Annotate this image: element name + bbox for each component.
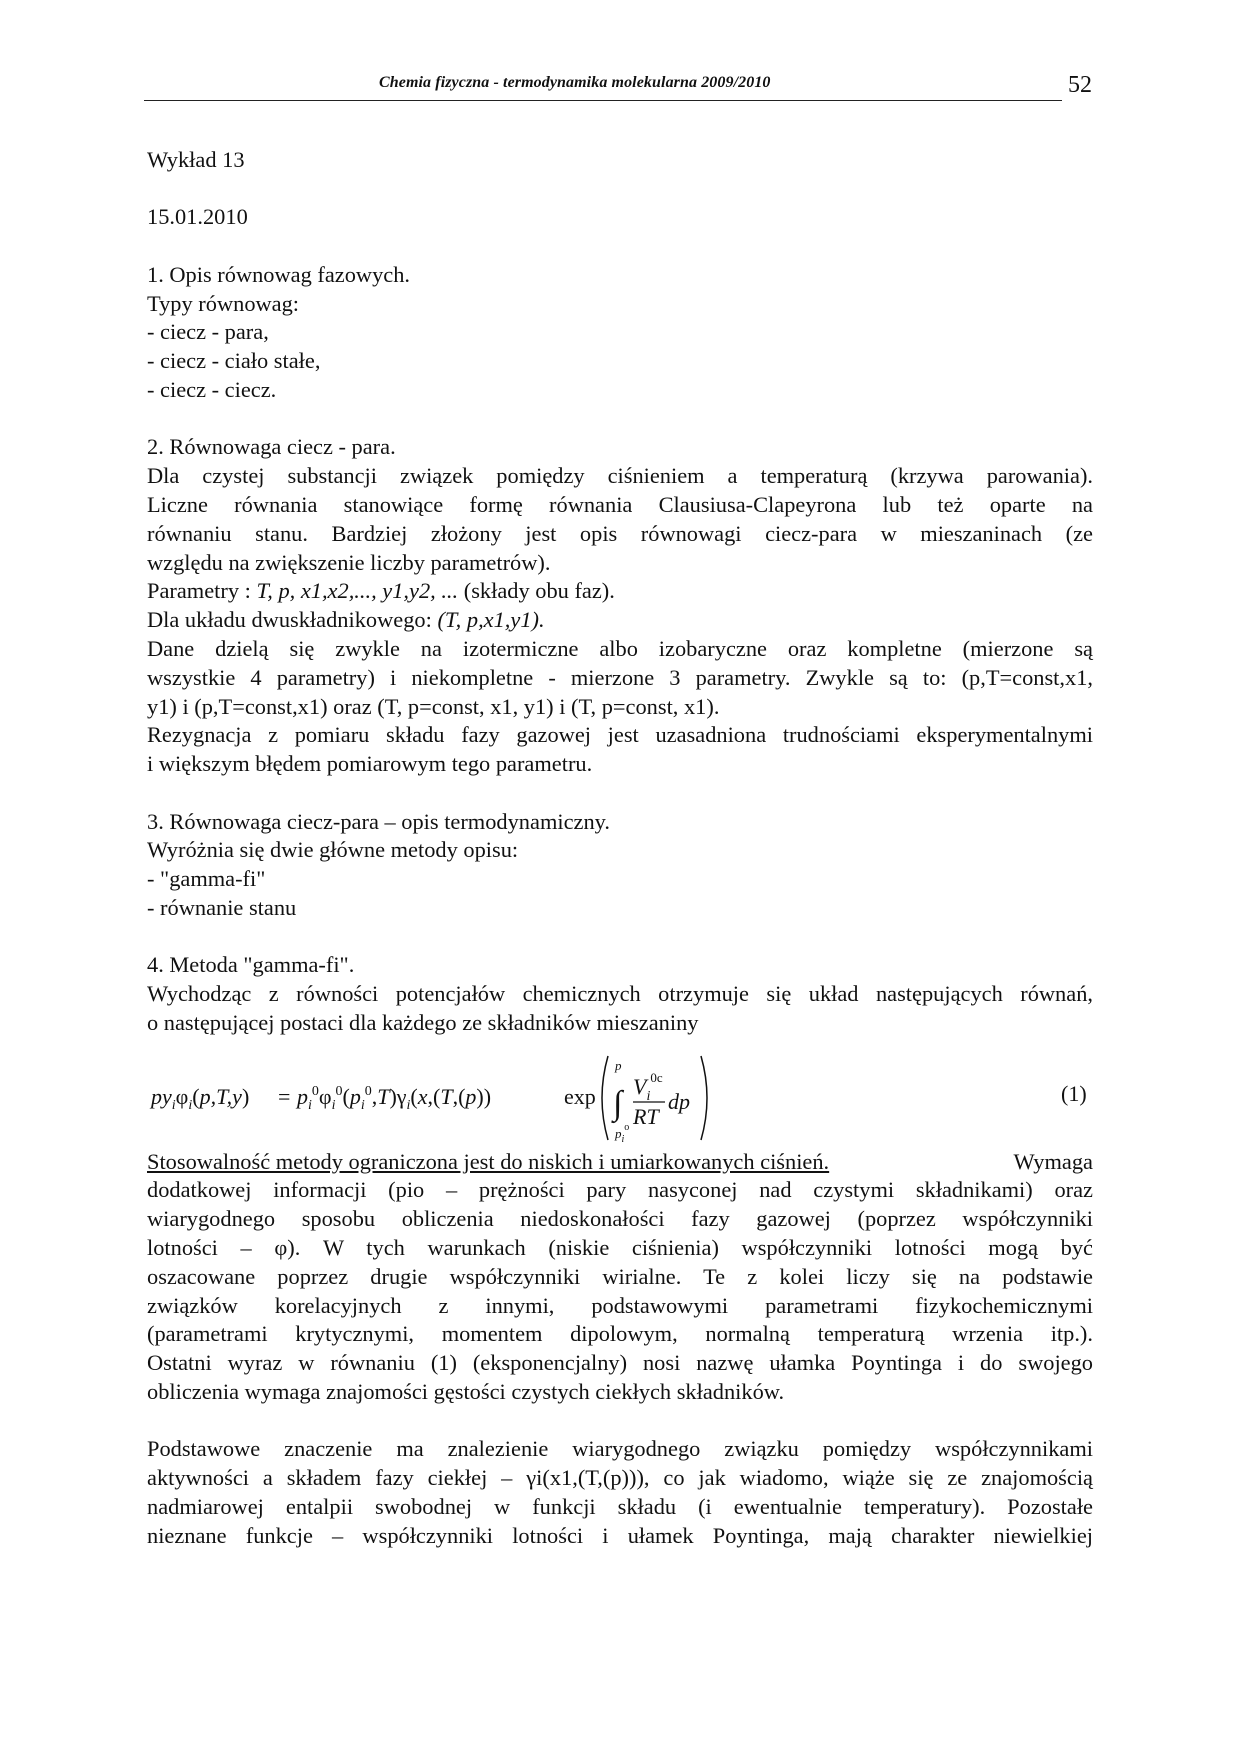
paragraph-line: nadmiarowej entalpii swobodnej w funkcji składu (i ewentualnie temperatury). Pozostałe <box>147 1494 1093 1520</box>
svg-text:∫: ∫ <box>613 1084 623 1122</box>
paragraph-line: y1) i (p,T=const,x1) oraz (T, p=const, x1, y1) i (T, p=const, x1). <box>147 693 720 719</box>
paragraph-line: nieznane funkcje – współczynniki lotności i ułamek Poyntinga, mają charakter niewielkiej <box>147 1522 1093 1548</box>
applicability-line <box>147 1148 1093 1177</box>
svg-text:exp: exp <box>564 1083 596 1109</box>
svg-text:=: = <box>278 1083 291 1109</box>
paragraph-line: Liczne równania stanowiące formę równania Clausiusa-Clapeyrona lub też oparte na <box>147 491 1093 517</box>
svg-text:pi0φi0(pi0,T)γi(x,(T,(p)): $p_i^0\varphi_i^0(p_i^0,T)\gamma_i(x,(T,(p))$ <box>297 1083 492 1113</box>
section-4-heading: 4. Metoda "gamma-fi". <box>147 952 355 978</box>
svg-text:dp: dp <box>668 1088 690 1114</box>
paragraph-line: (parametrami krytycznymi, momentem dipolowym, normalną temperaturą wrzenia itp.). <box>147 1321 1093 1347</box>
paragraph-line: wiarygodnego sposobu obliczenia niedoskonałości fazy gazowej (poprzez współczynniki <box>147 1206 1093 1232</box>
lecture-date: 15.01.2010 <box>147 204 248 230</box>
paragraph-line: oszacowane poprzez drugie współczynniki wirialne. Te z kolei liczy się na podstawie <box>147 1263 1093 1289</box>
section-1-heading: 1. Opis równowag fazowych. <box>147 261 411 287</box>
equation-number: (1) <box>1061 1080 1087 1106</box>
parameters-line <box>147 577 1093 606</box>
paragraph-line: Wychodząc z równości potencjałów chemicznych otrzymuje się układ następujących równań, <box>147 981 1093 1007</box>
paragraph-line: i większym błędem pomiarowym tego parametru. <box>147 751 593 777</box>
parameters-tail: (składy obu faz). <box>463 578 615 604</box>
paragraph-line: obliczenia wymaga znajomości gęstości czystych ciekłych składników. <box>147 1379 785 1405</box>
paragraph-line: Dla czystej substancji związek pomiędzy ciśnieniem a temperaturą (krzywa parowania). <box>147 463 1093 489</box>
list-item: - równanie stanu <box>147 894 297 920</box>
paragraph-line: Rezygnacja z pomiaru składu fazy gazowej jest uzasadniona trudnościami eksperymentalnymi <box>147 722 1093 748</box>
paragraph-line: Ostatni wyraz w równaniu (1) (eksponencjalny) nosi nazwę ułamka Poyntinga i do swojego <box>147 1350 1093 1376</box>
applicability-text: Stosowalność metody ograniczona jest do niskich i umiarkowanych ciśnień. <box>147 1148 830 1174</box>
paragraph-line: lotności – φ). W tych warunkach (niskie ciśnienia) współczynniki lotności mogą być <box>147 1235 1093 1261</box>
binary-label: Dla układu dwuskładnikowego: <box>147 607 432 633</box>
paragraph-line: Dane dzielą się zwykle na izotermiczne albo izobaryczne oraz kompletne (mierzone są <box>147 635 1093 661</box>
binary-vars: (T, p,x1,y1). <box>437 607 545 633</box>
list-item: - ciecz - para, <box>147 319 269 345</box>
list-item: - ciecz - ciecz. <box>147 376 277 402</box>
lecture-label: Wykład 13 <box>147 147 245 172</box>
equilibrium-types-label: Typy równowag: <box>147 290 300 316</box>
document-body <box>147 146 1093 1551</box>
equation-formula <box>147 1042 867 1142</box>
paragraph-line: dodatkowej informacji (pio – prężności pary nasyconej nad czystymi składnikami) oraz <box>147 1177 1093 1203</box>
paragraph-line: Podstawowe znaczenie ma znalezienie wiarygodnego związku pomiędzy współczynnikami <box>147 1436 1093 1462</box>
methods-intro: Wyróżnia się dwie główne metody opisu: <box>147 837 519 863</box>
running-header <box>144 70 1062 101</box>
list-item: - ciecz - ciało stałe, <box>147 348 321 374</box>
page-number: 52 <box>1068 72 1092 98</box>
svg-text:RT: RT <box>633 1103 659 1129</box>
section-3-heading: 3. Równowaga ciecz-para – opis termodynamiczny. <box>147 808 610 834</box>
paragraph-line: aktywności a składem fazy ciekłej – γi(x1,(T,(p))), co jak wiadomo, wiąże się ze znajomością <box>147 1465 1093 1491</box>
paragraph-line: związków korelacyjnych z innymi, podstawowymi parametrami fizykochemicznymi <box>147 1292 1093 1318</box>
applicability-tail: Wymaga <box>1013 1148 1093 1174</box>
parameters-label: Parametry : <box>147 578 251 604</box>
paragraph-line: względu na zwiększenie liczby parametrów). <box>147 549 551 575</box>
paragraph-line: równaniu stanu. Bardziej złożony jest opis równowagi ciecz-para w mieszaninach (ze <box>147 520 1093 546</box>
header-title: Chemia fizyczna - termodynamika molekularna 2009/2010 <box>379 74 771 91</box>
parameters-vars: T, p, x1,x2,..., y1,y2, ... <box>256 578 459 604</box>
svg-text:Vi0c: $V_i^{0c}$ <box>633 1069 663 1104</box>
list-item: - "gamma-fi" <box>147 866 266 892</box>
equation-1 <box>147 1042 1093 1146</box>
svg-text:pio: $p_i^o$ <box>615 1121 630 1142</box>
binary-system-line <box>147 606 1093 635</box>
paragraph-line: wszystkie 4 parametry) i niekompletne - mierzone 3 parametry. Zwykle są to: (p,T=const,x1, <box>147 664 1093 690</box>
paragraph-line: o następującej postaci dla każdego ze składników mieszaniny <box>147 1009 699 1035</box>
svg-text:p: p <box>615 1057 622 1073</box>
section-2-heading: 2. Równowaga ciecz - para. <box>147 434 396 460</box>
svg-text:pyiφi(p,T,y): $py_i\varphi_i(p,T,y)$ <box>151 1083 250 1113</box>
